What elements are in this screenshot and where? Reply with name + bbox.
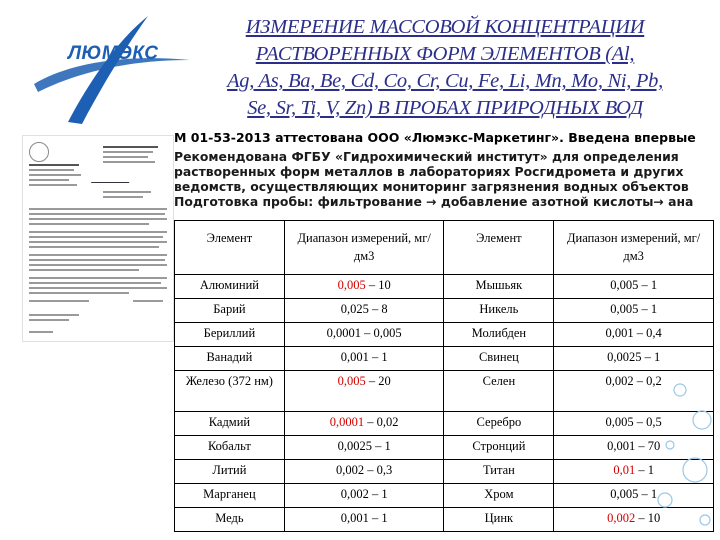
range-cell [554, 299, 714, 323]
recommendation-line: ведомств, осуществляющих мониторинг загрязнения водных объектов [174, 179, 689, 194]
range-cell [284, 412, 444, 436]
range-cell [554, 508, 714, 532]
range-cell [554, 436, 714, 460]
lumex-logo [30, 10, 200, 130]
range-lower-highlight: 0,0001 [329, 415, 365, 429]
range-value: – 1 [635, 463, 654, 477]
range-value: 0,005 – 0,5 [605, 415, 662, 429]
table-row [175, 508, 714, 532]
range-value: – 10 [635, 511, 661, 525]
range-cell [284, 275, 444, 299]
element-name-cell: Свинец [444, 347, 554, 371]
recommendation-line: растворенных форм металлов в лабораториях Росгидромета и других [174, 164, 684, 179]
range-value: 0,0025 – 1 [337, 439, 391, 453]
element-name-cell: Марганец [175, 484, 285, 508]
header-element-2: Элемент [444, 221, 554, 275]
range-cell [554, 347, 714, 371]
table-row [175, 371, 714, 412]
element-name-cell: Алюминий [175, 275, 285, 299]
element-name-cell: Кобальт [175, 436, 285, 460]
range-cell [554, 275, 714, 299]
table-row [175, 460, 714, 484]
range-cell [284, 371, 444, 412]
table-body [175, 275, 714, 532]
document-thumbnail [22, 135, 174, 342]
range-cell [284, 436, 444, 460]
element-name-cell: Мышьяк [444, 275, 554, 299]
range-value: – 10 [365, 278, 391, 292]
title-line: Se, Sr, Ti, V, Zn) В ПРОБАХ ПРИРОДНЫХ ВОД [247, 97, 643, 119]
table-row [175, 347, 714, 371]
range-cell [554, 371, 714, 412]
element-name-cell: Селен [444, 371, 554, 412]
elements-table [174, 220, 714, 532]
element-name-cell: Молибден [444, 323, 554, 347]
header-range: Диапазон измерений, мг/дм3 [284, 221, 444, 275]
element-name-cell: Ванадий [175, 347, 285, 371]
element-name-cell: Железо (372 нм) [175, 371, 285, 412]
table-row [175, 484, 714, 508]
element-name-cell: Титан [444, 460, 554, 484]
table-row [175, 299, 714, 323]
element-name-cell: Никель [444, 299, 554, 323]
range-value: 0,025 – 8 [340, 302, 388, 316]
range-value: 0,001 – 1 [340, 350, 388, 364]
emblem-icon [29, 142, 49, 162]
attestation-text: М 01-53-2013 аттестована ООО «Люмэкс-Маркетинг». Введена впервые [174, 130, 696, 145]
range-cell [284, 299, 444, 323]
element-name-cell: Литий [175, 460, 285, 484]
element-name-cell: Стронций [444, 436, 554, 460]
range-cell [554, 484, 714, 508]
range-value: 0,002 – 0,2 [605, 374, 662, 388]
range-value: 0,005 – 1 [610, 302, 658, 316]
range-lower-highlight: 0,002 [607, 511, 636, 525]
range-value: 0,001 – 70 [607, 439, 661, 453]
element-name-cell: Кадмий [175, 412, 285, 436]
range-value: 0,001 – 1 [340, 511, 388, 525]
element-name-cell: Бериллий [175, 323, 285, 347]
signature-icon [91, 172, 133, 183]
element-name-cell: Медь [175, 508, 285, 532]
recommendation-text [174, 149, 720, 209]
table-row [175, 323, 714, 347]
recommendation-line: Подготовка пробы: фильтрование → добавление азотной кислоты→ ана [174, 194, 694, 209]
range-lower-highlight: 0,005 [337, 278, 366, 292]
header-range-2: Диапазон измерений, мг/дм3 [554, 221, 714, 275]
range-value: 0,005 – 1 [610, 487, 658, 501]
range-value: – 0,02 [364, 415, 399, 429]
element-name-cell: Хром [444, 484, 554, 508]
range-cell [284, 484, 444, 508]
table-header-row [175, 221, 714, 275]
range-value: 0,002 – 1 [340, 487, 388, 501]
table-row [175, 436, 714, 460]
range-cell [554, 323, 714, 347]
range-value: 0,005 – 1 [610, 278, 658, 292]
range-value: 0,0025 – 1 [607, 350, 661, 364]
title-line: РАСТВОРЕННЫХ ФОРМ ЭЛЕМЕНТОВ (Al, [255, 43, 635, 65]
table-row [175, 412, 714, 436]
element-name-cell: Серебро [444, 412, 554, 436]
range-lower-highlight: 0,005 [337, 374, 366, 388]
recommendation-line: Рекомендована ФГБУ «Гидрохимический институт» для определения [174, 149, 679, 164]
title-line: Ag, As, Ba, Be, Cd, Co, Cr, Cu, Fe, Li, Mn, Mo, Ni, Pb, [227, 70, 663, 92]
page-title [190, 14, 700, 122]
logo-text: ЛЮМЭКС [68, 43, 159, 64]
range-cell [284, 347, 444, 371]
table-row [175, 275, 714, 299]
element-name-cell: Барий [175, 299, 285, 323]
range-value: – 20 [365, 374, 391, 388]
range-value: 0,001 – 0,4 [605, 326, 662, 340]
range-cell [284, 323, 444, 347]
range-cell [284, 460, 444, 484]
header-element: Элемент [175, 221, 285, 275]
range-cell [284, 508, 444, 532]
element-name-cell: Цинк [444, 508, 554, 532]
range-cell [554, 460, 714, 484]
range-value: 0,002 – 0,3 [336, 463, 393, 477]
range-value: 0,0001 – 0,005 [326, 326, 402, 340]
range-lower-highlight: 0,01 [613, 463, 636, 477]
title-line: ИЗМЕРЕНИЕ МАССОВОЙ КОНЦЕНТРАЦИИ [245, 16, 645, 38]
range-cell [554, 412, 714, 436]
